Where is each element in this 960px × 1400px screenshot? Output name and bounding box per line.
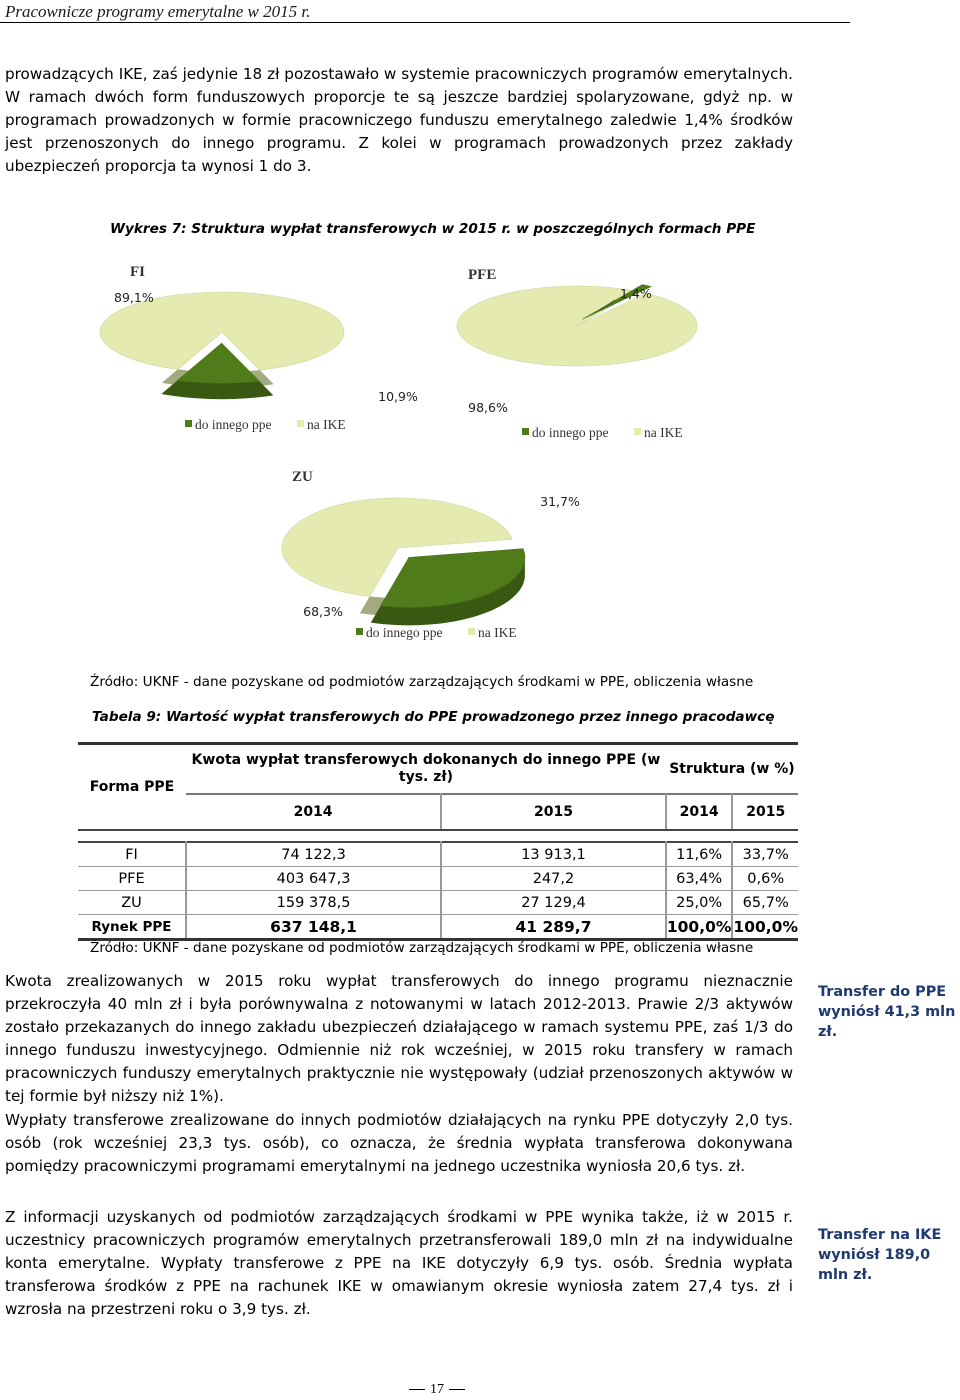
transfer-table	[78, 742, 798, 941]
cell: 0,6%	[732, 867, 798, 891]
pie-slice-na-ike	[457, 286, 697, 366]
pie-charts-figure	[0, 0, 960, 660]
row-form: Rynek PPE	[78, 915, 186, 940]
data-label: 89,1%	[114, 290, 154, 305]
cell: 27 129,4	[441, 891, 666, 915]
margin-note-ike: Transfer na IKE wyniósł 189,0 mln zł.	[818, 1227, 942, 1283]
year-header: 2015	[441, 794, 666, 830]
cell: 247,2	[441, 867, 666, 891]
intro-paragraph: prowadzących IKE, zaś jedynie 18 zł pozostawało w systemie pracowniczych programów emerytalnych. W ramach dwóch form funduszowych proporcje te są jeszcze bardziej spolaryzowane, gdyż np. w programach prowadzonych w formie pracowniczego funduszu emerytalnego zaledwie 1,4% środków jest przenoszonych do innego programu. Z kolei w programach prowadzonych przez zakłady ubezpieczeń proporcja ta wynosi 1 do 3.	[5, 65, 793, 175]
legend-label-na-ike: na IKE	[644, 425, 683, 440]
legend-label-do-innego-ppe: do innego ppe	[532, 425, 609, 440]
chart-title: FI	[130, 264, 145, 280]
legend-swatch-do-innego-ppe	[522, 428, 529, 435]
legend-label-na-ike: na IKE	[478, 625, 517, 640]
legend-swatch-na-ike	[468, 628, 475, 635]
legend-label-na-ike: na IKE	[307, 417, 346, 432]
table-row	[78, 867, 798, 891]
cell: 637 148,1	[186, 915, 441, 940]
year-header: 2014	[666, 794, 733, 830]
table-row	[78, 891, 798, 915]
year-header: 2014	[186, 794, 441, 830]
page-number	[404, 1382, 470, 1398]
cell: 63,4%	[666, 867, 733, 891]
body-paragraph-2: Wypłaty transferowe zrealizowane do innych podmiotów działających na rynku PPE dotyczyły 2,0 tys. osób (rok wcześniej 23,3 tys. osób), co oznacza, że średnia wypłata transferowa dokonywana pomiędzy pracowniczymi programami emerytalnymi na jednego uczestnika wyniosła 20,6 tys. zł.	[5, 1111, 793, 1175]
data-label: 31,7%	[540, 494, 580, 509]
cell: 65,7%	[732, 891, 798, 915]
cell: 74 122,3	[186, 842, 441, 867]
legend-swatch-do-innego-ppe	[185, 420, 192, 427]
body-paragraph-3: Z informacji uzyskanych od podmiotów zarządzających środkami w PPE wynika także, iż w 2015 r. uczestnicy pracowniczych programów emerytalnych przetransferowali 189,0 mln zł na indywidualne konta emerytalne. Wypłaty transferowe z PPE na IKE dotyczyły 6,9 tys. osób. Średnia wypłata transferowa środków z PPE na rachunek IKE w omawianym okresie wyniosła zatem 27,4 tys. zł i wzrosła na przestrzeni roku o 3,9 tys. zł.	[5, 1208, 793, 1318]
figure-source: Źródło: UKNF - dane pozyskane od podmiotów zarządzających środkami w PPE, obliczenia własne	[90, 674, 754, 690]
data-label: 98,6%	[468, 400, 508, 415]
cell: 100,0%	[666, 915, 733, 940]
cell: 11,6%	[666, 842, 733, 867]
legend-label-do-innego-ppe: do innego ppe	[366, 625, 443, 640]
legend-label-do-innego-ppe: do innego ppe	[195, 417, 272, 432]
data-label: 1,4%	[620, 286, 652, 301]
page-number-value: 17	[430, 1382, 444, 1397]
row-form: ZU	[78, 891, 186, 915]
row-form: FI	[78, 842, 186, 867]
cell: 13 913,1	[441, 842, 666, 867]
table-row	[78, 842, 798, 867]
col-amount-header: Kwota wypłat transferowych dokonanych do innego PPE (w tys. zł)	[186, 744, 666, 795]
cell: 33,7%	[732, 842, 798, 867]
data-label: 10,9%	[378, 389, 418, 404]
table-caption: Tabela 9: Wartość wypłat transferowych do PPE prowadzonego przez innego pracodawcę	[92, 709, 775, 725]
legend-swatch-do-innego-ppe	[356, 628, 363, 635]
data-label: 68,3%	[303, 604, 343, 619]
col-structure-header: Struktura (w %)	[666, 744, 798, 795]
cell: 25,0%	[666, 891, 733, 915]
cell: 403 647,3	[186, 867, 441, 891]
chart-title: ZU	[292, 469, 313, 485]
cell: 159 378,5	[186, 891, 441, 915]
col-form-header: Forma PPE	[78, 744, 186, 831]
figure-caption: Wykres 7: Struktura wypłat transferowych w 2015 r. w poszczególnych formach PPE	[110, 221, 756, 237]
running-header: Pracownicze programy emerytalne w 2015 r.	[5, 2, 311, 21]
body-paragraph-1: Kwota zrealizowanych w 2015 roku wypłat transferowych do innego programu nieznacznie przekroczyła 40 mln zł i była porównywalna z notowanymi w latach 2012-2013. Prawie 2/3 aktywów zostało przekazanych do innego zakładu ubezpieczeń działającego w ramach systemu PPE, zaś 1/3 do innego funduszu inwestycyjnego. Odmiennie niż rok wcześniej, w 2015 roku transfery w ramach pracowniczych funduszy emerytalnych praktycznie nie występowały (udział przenoszonych aktywów w tej formie był niższy niż 1%).	[5, 972, 793, 1105]
table-source: Źródło: UKNF - dane pozyskane od podmiotów zarządzających środkami w PPE, obliczenia własne	[90, 940, 754, 956]
cell: 41 289,7	[441, 915, 666, 940]
chart-title: PFE	[468, 267, 497, 283]
row-form: PFE	[78, 867, 186, 891]
table-row-total	[78, 915, 798, 940]
margin-note-ppe: Transfer do PPE wyniósł 41,3 mln zł.	[818, 984, 956, 1040]
legend-swatch-na-ike	[297, 420, 304, 427]
year-header: 2015	[732, 794, 798, 830]
cell: 100,0%	[732, 915, 798, 940]
legend-swatch-na-ike	[634, 428, 641, 435]
